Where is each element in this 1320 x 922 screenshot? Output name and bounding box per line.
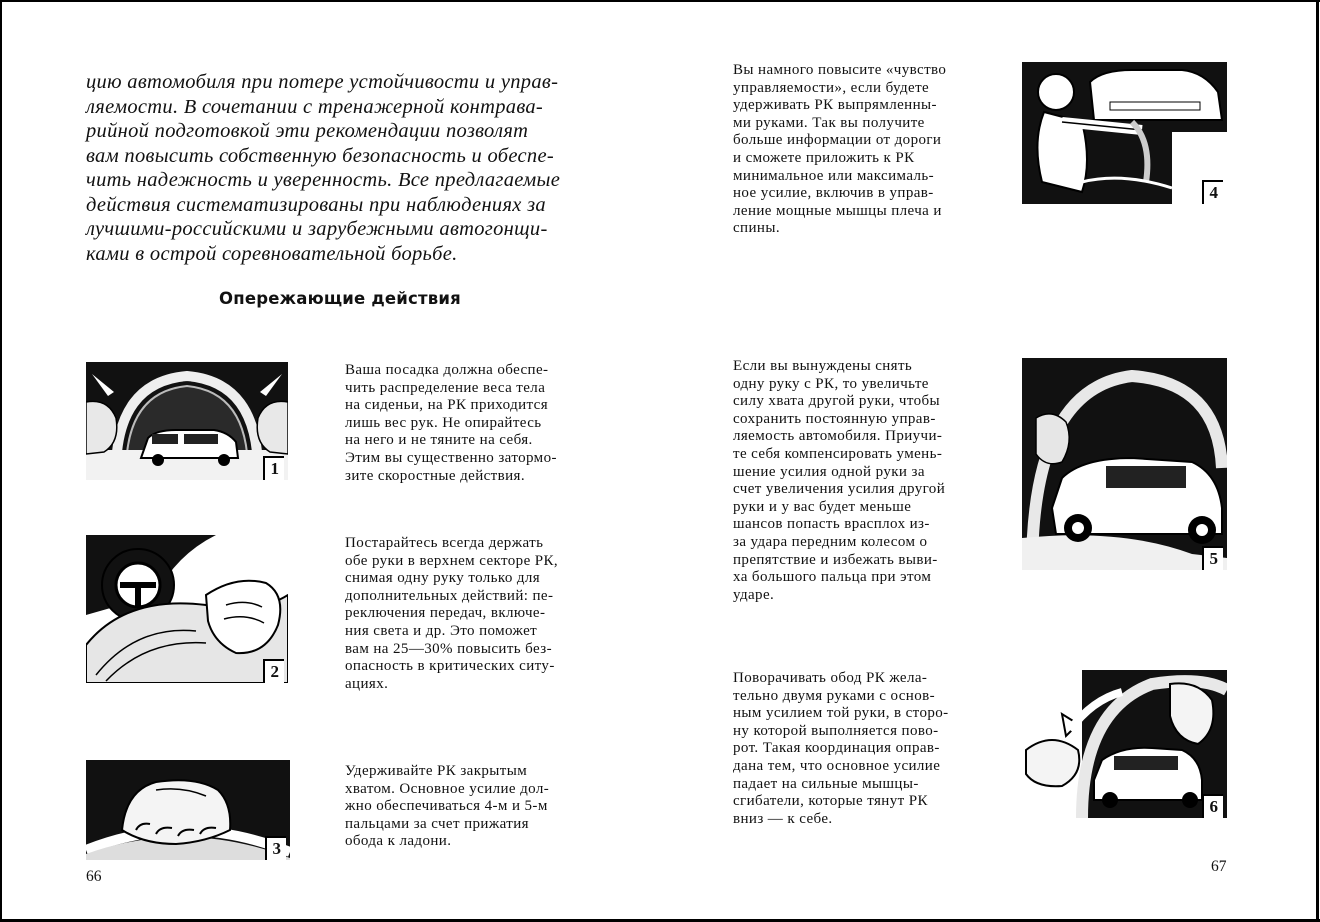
text-line: препятствие и избежать выви- xyxy=(733,551,938,568)
frame-left xyxy=(0,0,2,922)
text-line: вам на 25—30% повысить без- xyxy=(345,640,552,657)
intro-paragraph xyxy=(86,70,586,266)
text-line: ациях. xyxy=(345,675,389,692)
text-line: лишь вес рук. Не опирайтесь xyxy=(345,414,542,431)
text-line: шансов попасть врасплох из- xyxy=(733,516,930,533)
figure-4 xyxy=(1022,62,1227,204)
text-line: счет увеличения усилия другой xyxy=(733,481,946,498)
item-3-text xyxy=(345,763,582,851)
text-line: опасность в критических ситу- xyxy=(345,658,555,675)
figure-number: 2 xyxy=(263,659,285,683)
text-line: больше информации от дороги xyxy=(733,132,942,149)
text-line: ударе. xyxy=(733,586,775,603)
text-line: ния света и др. Это поможет xyxy=(345,622,538,639)
text-line: одну руку с РК, то увеличьте xyxy=(733,375,929,392)
left-page-number: 66 xyxy=(86,868,102,885)
text-line: ками в острой соревновательной борьбе. xyxy=(86,242,458,265)
text-line: силу хвата другой руки, чтобы xyxy=(733,393,941,410)
section-heading: Опережающие действия xyxy=(219,289,461,308)
text-line: ха большого пальца при этом xyxy=(733,569,932,586)
hands-upper-wheel-icon xyxy=(86,535,288,683)
text-line: хватом. Основное усилие дол- xyxy=(345,780,550,797)
text-line: цию автомобиля при потере устойчивости и управ- xyxy=(86,71,559,93)
figure-3 xyxy=(86,760,290,860)
text-line: чить распределение веса тела xyxy=(345,379,546,396)
text-line: управляемости», если будете xyxy=(733,79,930,96)
item-1-text xyxy=(345,362,582,485)
text-line: жно обеспечиваться 4-м и 5-м xyxy=(345,798,548,815)
driver-straight-arms-icon xyxy=(1022,62,1227,204)
text-line: Этим вы существенно затормо- xyxy=(345,449,557,466)
item-4-text xyxy=(733,62,971,238)
closed-grip-fist-icon xyxy=(86,760,290,860)
text-line: действия систематизированы при наблюдениях за xyxy=(86,193,546,216)
text-line: дана тем, что основное усилие xyxy=(733,757,941,774)
text-line: ным усилием той руки, в сторо- xyxy=(733,705,949,722)
text-line: ное усилие, включив в управ- xyxy=(733,185,934,202)
text-line: за удара передним колесом о xyxy=(733,533,928,550)
frame-top xyxy=(0,0,1320,2)
text-line: обе руки в верхнем секторе РК, xyxy=(345,552,559,569)
turning-wheel-arrow-icon xyxy=(1022,670,1227,818)
figure-5 xyxy=(1022,358,1227,570)
text-line: зите скоростные действия. xyxy=(345,467,525,484)
item-5-text xyxy=(733,358,971,604)
text-line: ление мощные мышцы плеча и xyxy=(733,202,942,219)
item-2-text xyxy=(345,535,582,693)
text-line: вам повысить собственную безопасность и обеспе- xyxy=(86,144,554,167)
text-line: снимая одну руку только для xyxy=(345,570,541,587)
text-line: руки и у вас будет меньше xyxy=(733,498,912,515)
text-line: тельно двумя руками с основ- xyxy=(733,687,935,704)
text-line: пальцами за счет прижатия xyxy=(345,815,529,832)
figure-2 xyxy=(86,535,288,683)
text-line: ляемость автомобиля. Приучи- xyxy=(733,428,943,445)
text-line: ляемости. В сочетании с тренажерной контрава- xyxy=(86,95,544,118)
steering-wheel-car-view-icon xyxy=(86,362,288,480)
right-page-number: 67 xyxy=(1211,858,1227,875)
figure-number: 6 xyxy=(1202,794,1224,818)
text-line: обода к ладони. xyxy=(345,833,452,850)
text-line: ну которой выполняется пово- xyxy=(733,722,939,739)
text-line: ми руками. Так вы получите xyxy=(733,114,925,131)
text-line: удерживать РК выпрямленны- xyxy=(733,97,937,114)
text-line: Постарайтесь всегда держать xyxy=(345,535,544,551)
text-line: Если вы вынуждены снять xyxy=(733,358,913,374)
text-line: на сиденьи, на РК приходится xyxy=(345,397,549,414)
text-line: и сможете приложить к РК xyxy=(733,149,915,166)
text-line: дополнительных действий: пе- xyxy=(345,587,554,604)
text-line: минимальное или максималь- xyxy=(733,167,935,184)
text-line: рийной подготовкой эти рекомендации позволят xyxy=(86,120,529,142)
figure-number: 5 xyxy=(1202,546,1224,570)
text-line: Поворачивать обод РК жела- xyxy=(733,670,928,686)
text-line: реключения передач, включе- xyxy=(345,605,546,622)
figure-number: 3 xyxy=(265,836,287,860)
figure-6 xyxy=(1022,670,1227,818)
text-line: Ваша посадка должна обеспе- xyxy=(345,362,549,378)
text-line: рот. Такая координация оправ- xyxy=(733,740,940,757)
figure-number: 4 xyxy=(1202,180,1224,204)
text-line: спины. xyxy=(733,220,780,237)
text-line: вниз — к себе. xyxy=(733,810,833,827)
text-line: Удерживайте РК закрытым xyxy=(345,763,528,779)
text-line: чить надежность и уверенность. Все предлагаемые xyxy=(86,169,561,191)
item-6-text xyxy=(733,670,971,828)
text-line: шение усилия одной руки за xyxy=(733,463,925,480)
text-line: падает на сильные мышцы- xyxy=(733,775,919,792)
text-line: Вы намного повысите «чувство xyxy=(733,62,947,78)
frame-right xyxy=(1316,0,1319,922)
text-line: на него и не тяните на себя. xyxy=(345,432,533,449)
one-hand-wheel-car-icon xyxy=(1022,358,1227,570)
text-line: лучшими-российскими и зарубежными автогонщи- xyxy=(86,218,548,240)
text-line: сгибатели, которые тянут РК xyxy=(733,793,928,810)
text-line: сохранить постоянную управ- xyxy=(733,410,936,427)
text-line: те себя компенсировать умень- xyxy=(733,445,943,462)
figure-number: 1 xyxy=(263,456,285,480)
figure-1 xyxy=(86,362,288,480)
